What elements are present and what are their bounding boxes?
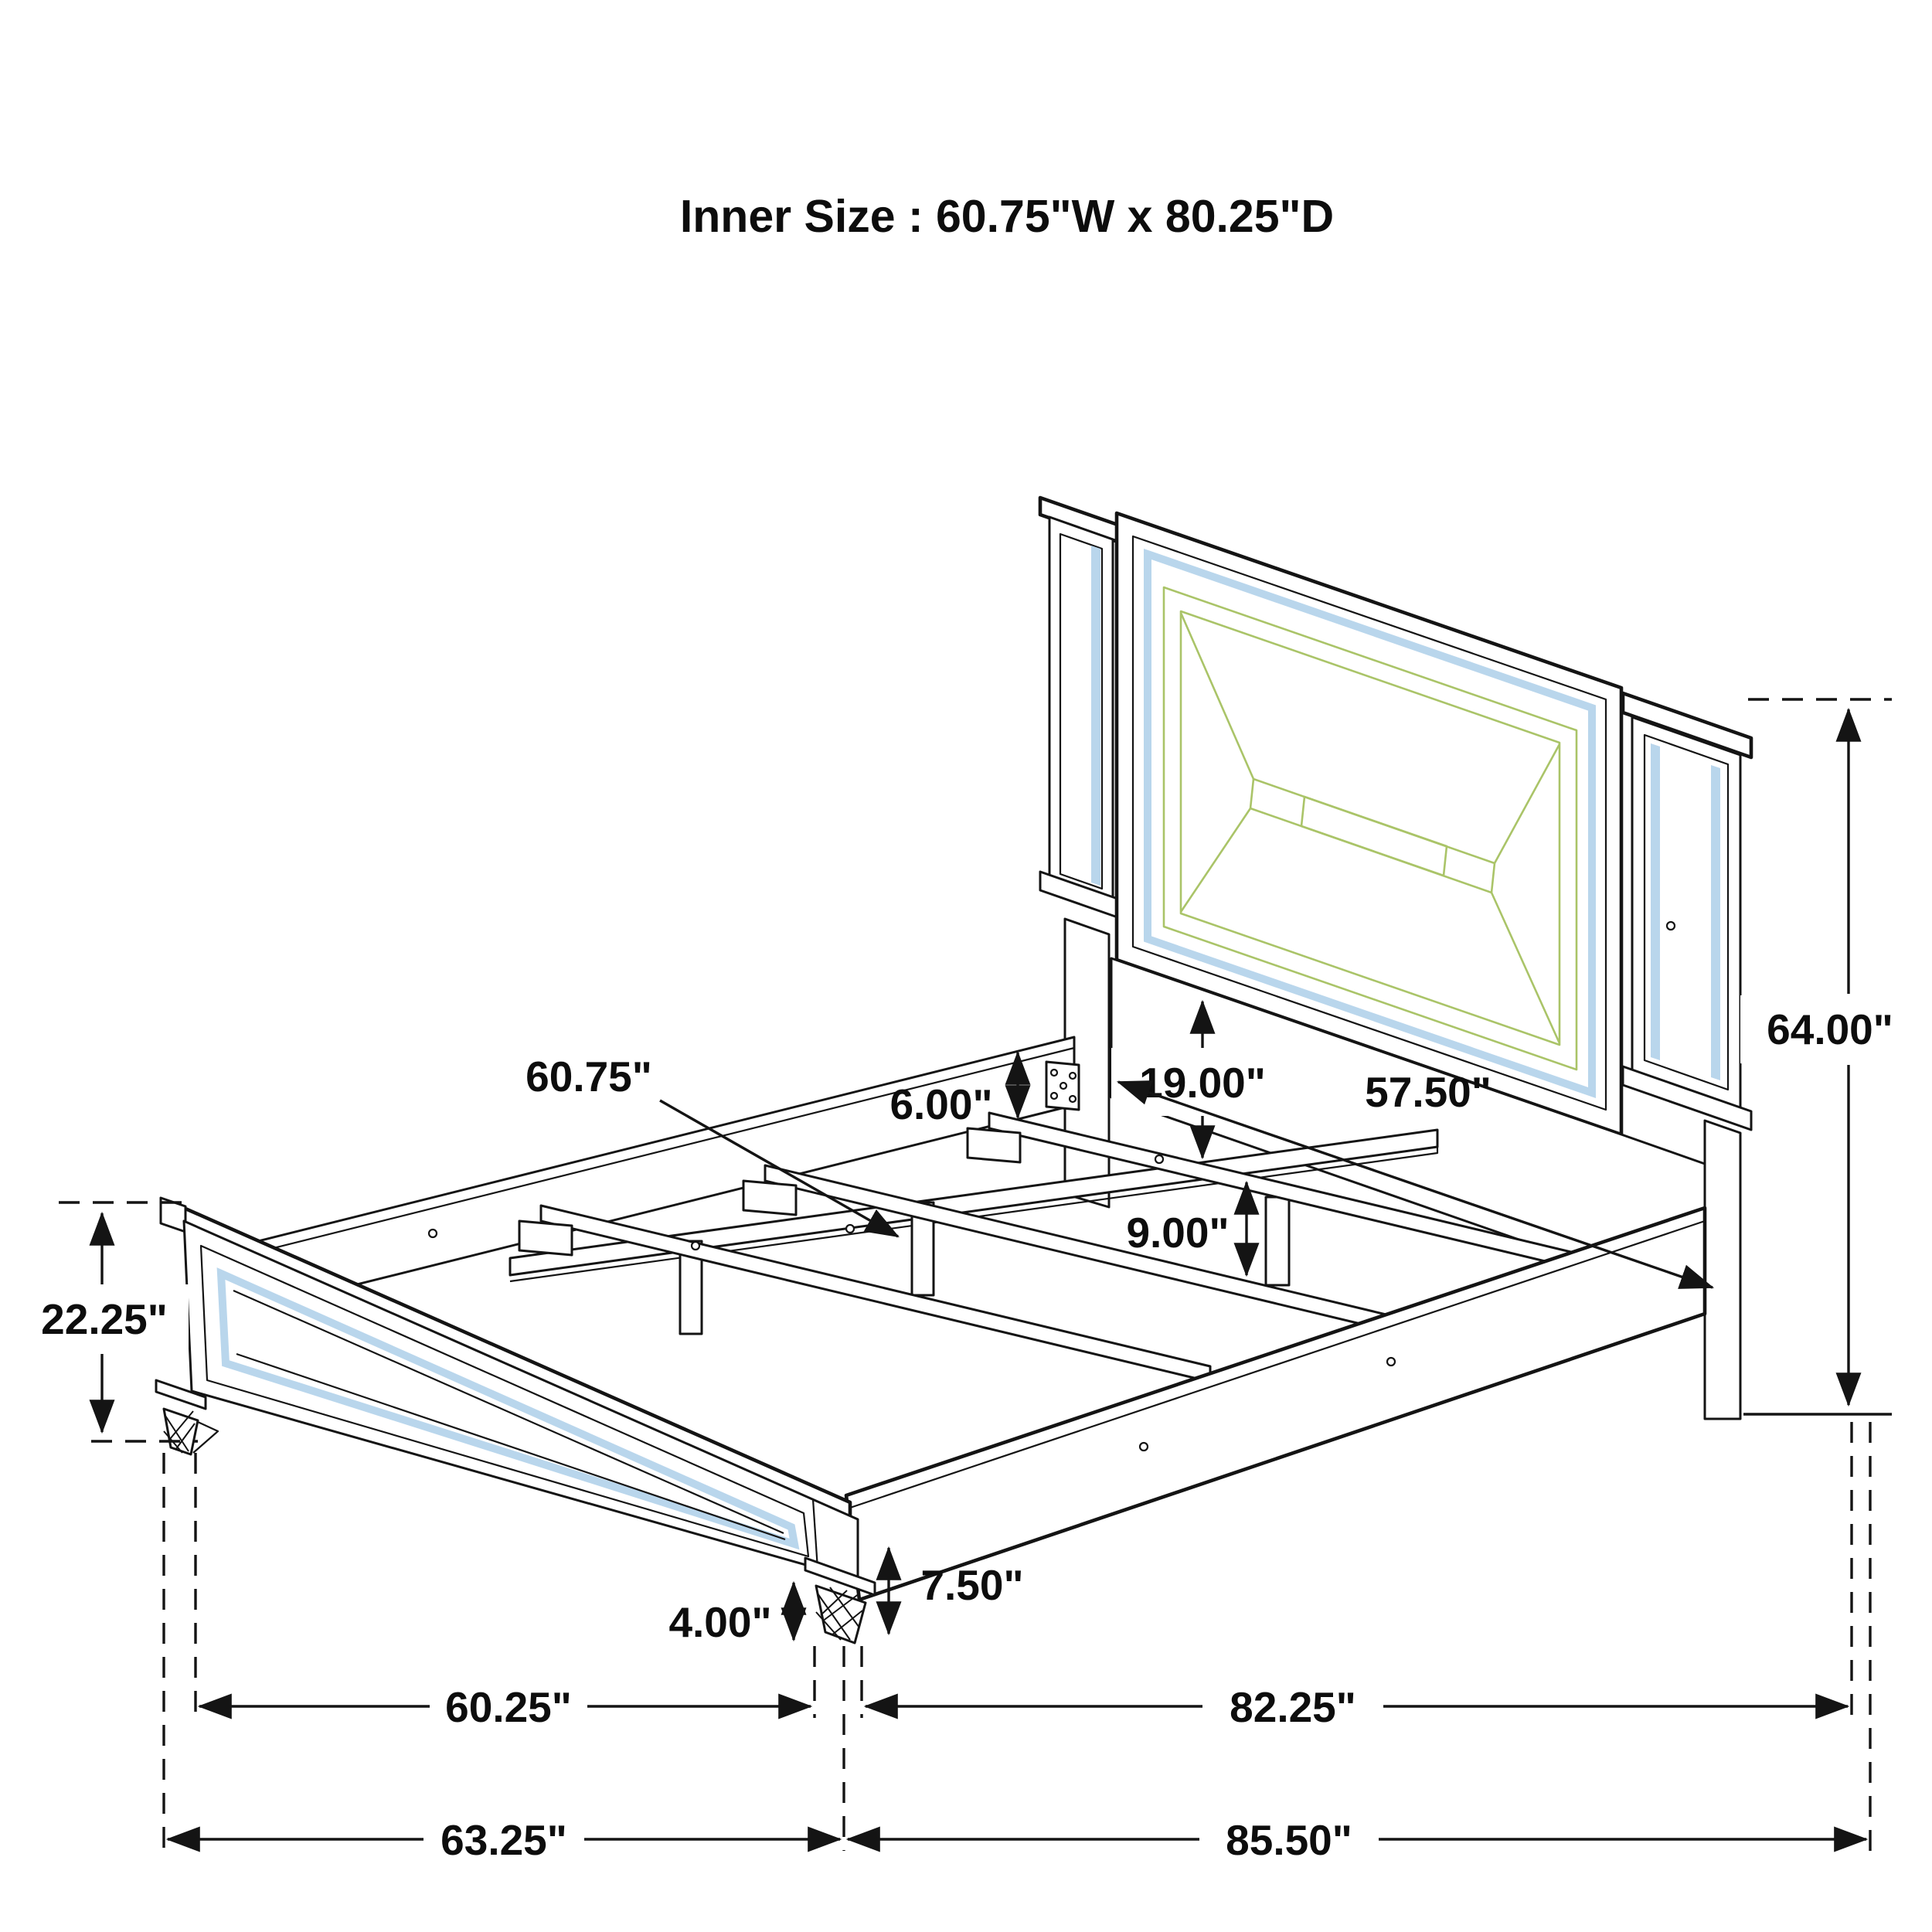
dim-label-overall-length: 85.50" [1226,1816,1352,1864]
slat-cleat [519,1221,572,1255]
dim-label-foot-height: 4.00" [668,1598,772,1646]
slat-cleat [968,1128,1020,1162]
dim-label-footboard-overall-width: 63.25" [440,1816,567,1864]
headboard-left-pillar [1049,517,1113,903]
bracket-hole [1070,1073,1076,1079]
footboard-front-panel [184,1221,858,1580]
led-strip [1711,765,1720,1080]
slat-cleat [743,1181,796,1215]
headboard-right-leg [1705,1121,1740,1419]
screw-hole [692,1242,699,1250]
dim-label-headboard-height: 64.00" [1767,1005,1893,1053]
bracket-hole [1051,1093,1057,1099]
dim-label-rail-to-floor: 7.50" [920,1561,1024,1609]
bracket-hole [1060,1083,1066,1089]
dim-label-rail-height: 6.00" [889,1080,993,1128]
screw-hole [1387,1358,1395,1366]
dim-label-leg-height: 9.00" [1126,1209,1230,1257]
bracket-hole [1051,1070,1057,1076]
foot-left [164,1409,198,1454]
slat-leg [1266,1197,1289,1285]
screw-hole [1140,1443,1148,1451]
dim-label-panel-clearance: 19.00" [1139,1059,1266,1107]
led-strip [1091,546,1100,886]
led-strip [1651,743,1660,1060]
slat [541,1206,1210,1382]
dim-label-inner-width: 60.75" [526,1053,652,1100]
dim-label-headboard-width: 57.50" [1365,1068,1492,1116]
screw-hole [429,1230,437,1237]
dim-label-rail-length: 82.25" [1230,1683,1356,1731]
headboard-right-pillar [1632,717,1740,1113]
screw-hole [846,1225,854,1233]
dim-label-footboard-height: 22.25" [41,1295,168,1343]
screw-hole [1667,922,1675,930]
diagram-title: Inner Size : 60.75"W x 80.25"D [679,191,1335,242]
screw-hole [1155,1155,1163,1163]
bracket-hole [1070,1096,1076,1102]
dim-label-footboard-inner-width: 60.25" [445,1683,572,1731]
